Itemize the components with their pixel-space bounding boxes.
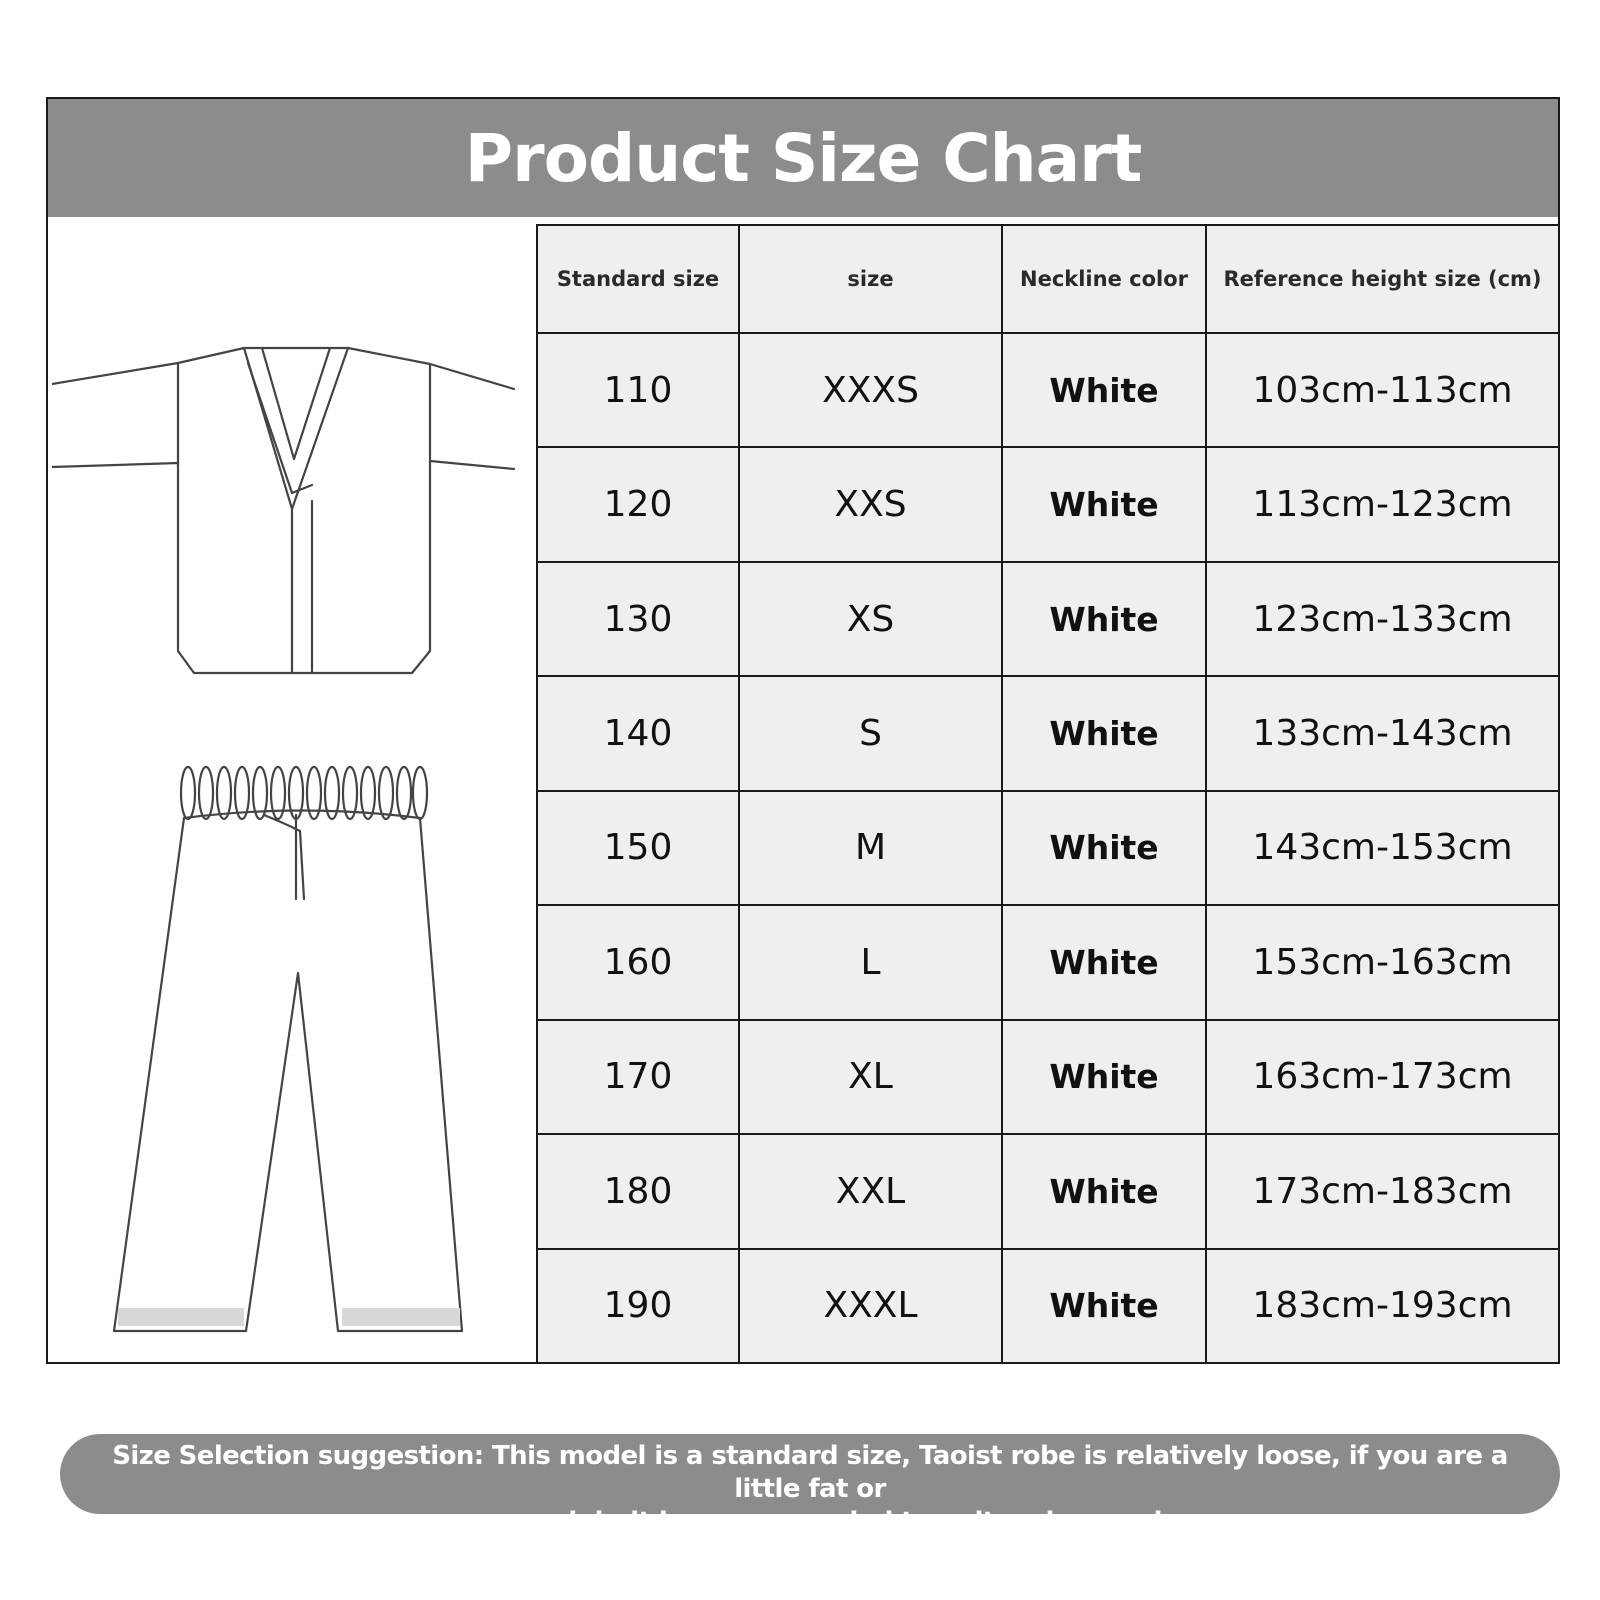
neckline-color-cell: White [1002,562,1206,676]
size-table [536,224,1560,1364]
size-cell: M [739,791,1002,905]
table-header-row [537,225,1559,333]
standard-size-cell: 130 [537,562,739,676]
size-cell: XXS [739,447,1002,561]
table-row [537,562,1559,676]
height-cell: 173cm-183cm [1206,1134,1559,1248]
table-row [537,676,1559,790]
standard-size-cell: 110 [537,333,739,447]
table-row [537,791,1559,905]
size-cell: XS [739,562,1002,676]
standard-size-cell: 170 [537,1020,739,1134]
size-cell: L [739,905,1002,1019]
suggestion-line-1: Size Selection suggestion: This model is a standard size, Taoist robe is relatively loose, if you are a little fat or [112,1441,1508,1504]
neckline-color-cell: White [1002,791,1206,905]
height-cell: 123cm-133cm [1206,562,1559,676]
column-header-size: size [739,225,1002,333]
size-cell: S [739,676,1002,790]
height-cell: 163cm-173cm [1206,1020,1559,1134]
neckline-color-cell: White [1002,1134,1206,1248]
size-cell: XXXS [739,333,1002,447]
table-row [537,905,1559,1019]
height-cell: 133cm-143cm [1206,676,1559,790]
height-cell: 183cm-193cm [1206,1249,1559,1364]
column-header-neckline-color: Neckline color [1002,225,1206,333]
standard-size-cell: 180 [537,1134,739,1248]
table-row [537,447,1559,561]
table-row [537,1134,1559,1248]
neckline-color-cell: White [1002,333,1206,447]
table-row [537,333,1559,447]
height-cell: 113cm-123cm [1206,447,1559,561]
height-cell: 153cm-163cm [1206,905,1559,1019]
page-title: Product Size Chart [464,119,1142,197]
table-row [537,1020,1559,1134]
size-suggestion-banner [60,1434,1560,1537]
size-cell: XXL [739,1134,1002,1248]
standard-size-cell: 150 [537,791,739,905]
height-cell: 103cm-113cm [1206,333,1559,447]
neckline-color-cell: White [1002,676,1206,790]
suggestion-line-2: a coarse club, it is recommended to write a larger size [426,1507,1194,1537]
size-cell: XXXL [739,1249,1002,1364]
pants-icon [114,767,462,1331]
neckline-color-cell: White [1002,447,1206,561]
neckline-color-cell: White [1002,1020,1206,1134]
size-cell: XL [739,1020,1002,1134]
size-chart-frame [46,97,1560,1364]
neckline-color-cell: White [1002,905,1206,1019]
standard-size-cell: 140 [537,676,739,790]
title-banner [48,99,1558,217]
garment-illustration [52,223,532,1363]
jacket-icon [52,348,514,673]
standard-size-cell: 120 [537,447,739,561]
standard-size-cell: 190 [537,1249,739,1364]
column-header-standard-size: Standard size [537,225,739,333]
table-row [537,1249,1559,1364]
neckline-color-cell: White [1002,1249,1206,1364]
standard-size-cell: 160 [537,905,739,1019]
height-cell: 143cm-153cm [1206,791,1559,905]
column-header-reference-height: Reference height size (cm) [1206,225,1559,333]
